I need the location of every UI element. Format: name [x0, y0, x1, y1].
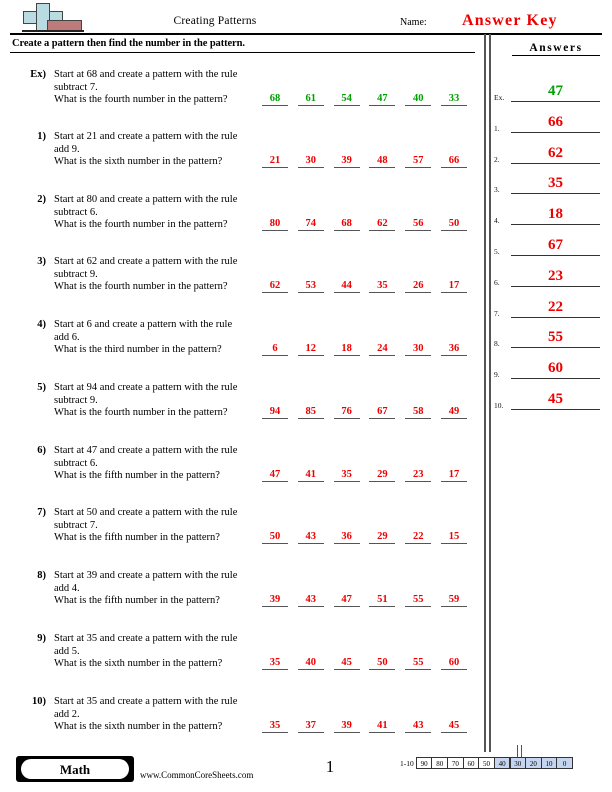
problem-prompt-line2: subtract 6. — [54, 457, 98, 469]
page-number: 1 — [325, 757, 335, 776]
pattern-blank[interactable]: 60 — [441, 657, 467, 670]
grading-scale-boxes — [417, 757, 573, 769]
answer-row-label: 2. — [494, 154, 500, 164]
problem-prompt-line2: add 6. — [54, 331, 80, 343]
problem-question: What is the sixth number in the pattern? — [54, 721, 223, 732]
header-divider — [10, 33, 602, 35]
answer-row-label: 4. — [494, 216, 500, 226]
answer-row — [494, 72, 606, 102]
panel-divider-right — [489, 34, 491, 752]
pattern-blank[interactable]: 50 — [441, 218, 467, 231]
pattern-blank[interactable]: 45 — [334, 657, 360, 670]
problem-prompt-line2: subtract 6. — [54, 206, 98, 218]
pattern-blank[interactable]: 43 — [405, 720, 431, 733]
answer-row-label: 9. — [494, 370, 500, 380]
site-url: www.CommonCoreSheets.com — [140, 770, 254, 780]
problem-prompt — [54, 382, 254, 407]
grading-scale — [400, 757, 573, 769]
worksheet-title: Creating Patterns — [173, 15, 257, 27]
pattern-sequence — [262, 343, 467, 356]
problem-number: 1) — [37, 131, 46, 142]
problem-prompt-line2: add 4. — [54, 582, 80, 594]
problem-number: 2) — [37, 194, 46, 205]
pattern-sequence — [262, 406, 467, 419]
problem-prompt — [54, 696, 254, 721]
instruction-divider — [10, 52, 475, 53]
answer-row-label: 3. — [494, 185, 500, 195]
pattern-blank[interactable]: 36 — [441, 343, 467, 356]
problem-prompt — [54, 633, 254, 658]
problem-prompt-line1: Start at 50 and create a pattern with the rule — [54, 507, 238, 518]
pattern-sequence — [262, 657, 467, 670]
grading-scale-label: 1-10 — [400, 758, 414, 768]
pattern-sequence — [262, 469, 467, 482]
pattern-blank[interactable]: 17 — [441, 280, 467, 293]
pattern-blank[interactable]: 51 — [369, 594, 395, 607]
pattern-blank[interactable]: 62 — [369, 218, 395, 231]
pattern-blank[interactable]: 56 — [405, 218, 431, 231]
pattern-blank[interactable]: 49 — [441, 406, 467, 419]
problem-prompt — [54, 194, 254, 219]
problem-number: 6) — [37, 445, 46, 456]
problem-number: 3) — [37, 256, 46, 267]
answer-row-label: 8. — [494, 339, 500, 349]
answer-key-stamp: Answer Key — [462, 12, 558, 29]
pattern-blank[interactable]: 30 — [298, 155, 324, 168]
problem-prompt — [54, 319, 254, 344]
problem-prompt-line1: Start at 21 and create a pattern with the rule — [54, 131, 238, 142]
problem-prompt-line2: subtract 7. — [54, 81, 98, 93]
pattern-blank[interactable]: 6 — [262, 343, 288, 356]
problem-prompt-line1: Start at 94 and create a pattern with the rule — [54, 382, 238, 393]
answer-value: 22 — [548, 298, 563, 315]
pattern-blank[interactable]: 66 — [441, 155, 467, 168]
pattern-blank[interactable]: 45 — [441, 720, 467, 733]
problem-prompt — [54, 507, 254, 532]
problem-prompt-line1: Start at 80 and create a pattern with the rule — [54, 194, 238, 205]
pattern-blank[interactable]: 24 — [369, 343, 395, 356]
grading-scale-box: 40 — [494, 757, 511, 769]
pattern-blank[interactable]: 30 — [405, 343, 431, 356]
pattern-blank[interactable]: 55 — [405, 594, 431, 607]
pattern-sequence — [262, 93, 467, 106]
pattern-blank[interactable]: 74 — [298, 218, 324, 231]
subject-badge — [16, 756, 134, 782]
pattern-blank[interactable]: 54 — [334, 93, 360, 106]
pattern-blank[interactable]: 40 — [298, 657, 324, 670]
subject-badge-oval — [21, 759, 129, 779]
problem-prompt — [54, 445, 254, 470]
answer-value: 66 — [548, 113, 563, 130]
answer-row-label: 7. — [494, 308, 500, 318]
name-label: Name: — [400, 17, 427, 28]
problem-number: Ex) — [30, 69, 46, 80]
problem-question: What is the fourth number in the pattern? — [54, 94, 228, 105]
problem-prompt-line1: Start at 68 and create a pattern with the rule — [54, 69, 238, 80]
pattern-blank[interactable]: 80 — [262, 218, 288, 231]
pattern-blank[interactable]: 67 — [369, 406, 395, 419]
answer-value: 55 — [548, 329, 563, 346]
pattern-blank[interactable]: 43 — [298, 594, 324, 607]
pattern-blank[interactable]: 94 — [262, 406, 288, 419]
answer-row-label: 1. — [494, 123, 500, 133]
answer-row — [494, 349, 606, 379]
pattern-blank[interactable]: 26 — [405, 280, 431, 293]
pattern-blank[interactable]: 35 — [369, 280, 395, 293]
pattern-blank[interactable]: 58 — [405, 406, 431, 419]
pattern-blank[interactable]: 59 — [441, 594, 467, 607]
answer-row — [494, 318, 606, 348]
answer-row — [494, 257, 606, 287]
problem-prompt-line1: Start at 47 and create a pattern with the rule — [54, 445, 238, 456]
problem-prompt-line1: Start at 35 and create a pattern with the rule — [54, 633, 238, 644]
pattern-blank[interactable]: 37 — [298, 720, 324, 733]
answers-heading: Answers — [512, 42, 600, 56]
problem-prompt-line2: add 2. — [54, 708, 80, 720]
pattern-blank[interactable]: 39 — [334, 720, 360, 733]
grading-scale-box: 90 — [416, 757, 433, 769]
pattern-blank[interactable]: 61 — [298, 93, 324, 106]
problem-question: What is the sixth number in the pattern? — [54, 658, 223, 669]
problem-number: 5) — [37, 382, 46, 393]
grading-scale-box: 30 — [510, 757, 527, 769]
logo-baseline — [22, 30, 84, 32]
pattern-blank[interactable]: 50 — [262, 531, 288, 544]
answer-row — [494, 195, 606, 225]
problem-question: What is the third number in the pattern? — [54, 344, 222, 355]
answer-row-label: 5. — [494, 247, 500, 256]
pattern-blank[interactable]: 17 — [441, 469, 467, 482]
grading-scale-box: 50 — [478, 757, 495, 769]
grading-scale-box: 10 — [541, 757, 558, 769]
pattern-blank[interactable]: 47 — [369, 93, 395, 106]
problem-number: 7) — [37, 507, 46, 518]
problem-prompt — [54, 256, 254, 281]
grading-scale-box: 0 — [556, 757, 573, 769]
problem-question: What is the fourth number in the pattern? — [54, 281, 228, 292]
instruction-text: Create a pattern then find the number in the pattern. — [12, 38, 245, 49]
pattern-blank[interactable]: 29 — [369, 531, 395, 544]
answer-value: 47 — [548, 83, 563, 99]
pattern-blank[interactable]: 29 — [369, 469, 395, 482]
problem-question: What is the sixth number in the pattern? — [54, 156, 223, 167]
pattern-blank[interactable]: 35 — [334, 469, 360, 482]
pattern-sequence — [262, 218, 467, 231]
pattern-blank[interactable]: 47 — [334, 594, 360, 607]
answer-value: 18 — [548, 206, 563, 223]
answer-blank-line — [511, 409, 600, 410]
pattern-blank[interactable]: 33 — [441, 93, 467, 106]
answer-row-label: 6. — [494, 277, 500, 287]
pattern-blank[interactable]: 50 — [369, 657, 395, 670]
problem-question: What is the fifth number in the pattern? — [54, 532, 220, 543]
pattern-sequence — [262, 720, 467, 733]
grading-scale-box: 70 — [447, 757, 464, 769]
grading-scale-box: 80 — [431, 757, 448, 769]
problem-number: 10) — [32, 696, 46, 707]
problem-prompt-line2: subtract 9. — [54, 268, 98, 280]
answer-row-label: 10. — [494, 401, 504, 410]
pattern-blank[interactable]: 40 — [405, 93, 431, 106]
pattern-blank[interactable]: 21 — [262, 155, 288, 168]
pattern-sequence — [262, 594, 467, 607]
problem-prompt-line1: Start at 6 and create a pattern with the rule — [54, 319, 233, 330]
pattern-blank[interactable]: 85 — [298, 406, 324, 419]
pattern-blank[interactable]: 35 — [262, 720, 288, 733]
pattern-blank[interactable]: 35 — [262, 657, 288, 670]
pattern-blank[interactable]: 36 — [334, 531, 360, 544]
pattern-blank[interactable]: 76 — [334, 406, 360, 419]
problem-prompt — [54, 570, 254, 595]
problem-prompt-line2: subtract 7. — [54, 519, 98, 531]
panel-divider-left — [484, 34, 486, 752]
problem-number: 8) — [37, 570, 46, 581]
pattern-sequence — [262, 531, 467, 544]
answer-value: 62 — [548, 144, 563, 161]
pattern-blank[interactable]: 43 — [298, 531, 324, 544]
pattern-blank[interactable]: 12 — [298, 343, 324, 356]
grading-scale-box: 60 — [463, 757, 480, 769]
problem-prompt — [54, 131, 254, 156]
problem-question: What is the fifth number in the pattern? — [54, 470, 220, 481]
pattern-sequence — [262, 155, 467, 168]
problem-question: What is the fifth number in the pattern? — [54, 595, 220, 606]
answer-row-label: Ex. — [494, 93, 505, 102]
problem-prompt-line2: add 9. — [54, 143, 80, 155]
answer-value: 23 — [548, 267, 563, 284]
problem-prompt-line2: subtract 9. — [54, 394, 98, 406]
pattern-sequence — [262, 280, 467, 293]
pattern-blank[interactable]: 53 — [298, 280, 324, 293]
problem-number: 4) — [37, 319, 46, 330]
answer-value: 67 — [548, 237, 563, 253]
scale-pointer-left — [517, 745, 518, 757]
answer-value: 35 — [548, 175, 563, 192]
grading-scale-box: 20 — [525, 757, 542, 769]
pattern-blank[interactable]: 44 — [334, 280, 360, 293]
answer-value: 60 — [548, 360, 563, 377]
problem-prompt-line1: Start at 62 and create a pattern with the rule — [54, 256, 238, 267]
pattern-blank[interactable]: 57 — [405, 155, 431, 168]
pattern-blank[interactable]: 22 — [405, 531, 431, 544]
answer-row — [494, 103, 606, 133]
answer-row — [494, 380, 606, 410]
pattern-blank[interactable]: 39 — [334, 155, 360, 168]
pattern-blank[interactable]: 41 — [369, 720, 395, 733]
problem-question: What is the fourth number in the pattern? — [54, 219, 228, 230]
pattern-blank[interactable]: 47 — [262, 469, 288, 482]
pattern-blank[interactable]: 68 — [262, 93, 288, 106]
problem-prompt — [54, 69, 254, 94]
pattern-blank[interactable]: 62 — [262, 280, 288, 293]
answer-row — [494, 164, 606, 194]
answer-row — [494, 134, 606, 164]
answer-value: 45 — [548, 391, 563, 407]
scale-pointer-right — [521, 745, 522, 757]
subject-badge-label: Math — [59, 762, 91, 777]
answer-row — [494, 226, 606, 256]
problem-prompt-line2: add 5. — [54, 645, 80, 657]
problem-prompt-line1: Start at 39 and create a pattern with the rule — [54, 570, 238, 581]
pattern-blank[interactable]: 15 — [441, 531, 467, 544]
pattern-blank[interactable]: 39 — [262, 594, 288, 607]
page-header — [0, 0, 612, 34]
problem-number: 9) — [37, 633, 46, 644]
problem-question: What is the fourth number in the pattern? — [54, 407, 228, 418]
pattern-blank[interactable]: 23 — [405, 469, 431, 482]
pattern-blank[interactable]: 41 — [298, 469, 324, 482]
pattern-blank[interactable]: 18 — [334, 343, 360, 356]
pattern-blank[interactable]: 48 — [369, 155, 395, 168]
answer-row — [494, 288, 606, 318]
pattern-blank[interactable]: 55 — [405, 657, 431, 670]
pattern-blank[interactable]: 68 — [334, 218, 360, 231]
problem-prompt-line1: Start at 35 and create a pattern with the rule — [54, 696, 238, 707]
